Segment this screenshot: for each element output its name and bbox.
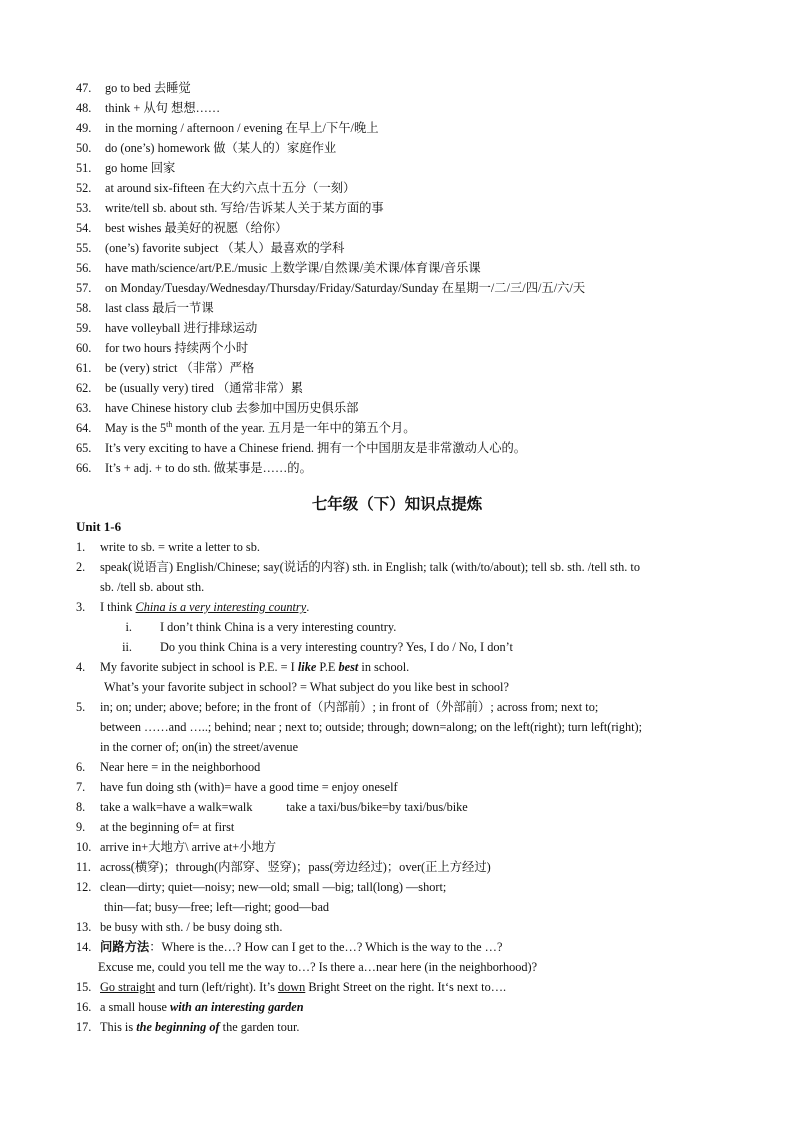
list-item: 49. in the morning / afternoon / evening 在早上/下午/晚上 bbox=[76, 121, 379, 135]
list-item: 62. be (usually very) tired （通常非常）累 bbox=[76, 381, 304, 395]
section-title: 七年级（下）知识点提炼 bbox=[311, 496, 483, 513]
list-item: 64. May is the 5th month of the year. 五月是一年中的第五个月。 bbox=[76, 419, 416, 435]
sub-item: ii. Do you think China is a very interesting country? Yes, I do / No, I don’t bbox=[122, 640, 513, 654]
list-item: 13. be busy with sth. / be busy doing sth. bbox=[76, 920, 283, 934]
list-item: 9. at the beginning of= at first bbox=[76, 820, 235, 834]
list-item: 15. Go straight and turn (left/right). It’s down Bright Street on the right. It‘s next to…. bbox=[76, 980, 507, 994]
list-item-continuation: What’s your favorite subject in school? = What subject do you like best in school? bbox=[104, 680, 509, 694]
list-item-continuation: between ……and …..; behind; near ; next to; outside; through; down=along; on the left(right); turn left(right); bbox=[100, 720, 643, 734]
list-item: 10. arrive in+大地方\ arrive at+小地方 bbox=[76, 840, 277, 854]
list-item-continuation: in the corner of; on(in) the street/avenue bbox=[100, 740, 299, 754]
list-item: 4. My favorite subject in school is P.E. = I like P.E best in school. bbox=[76, 660, 410, 674]
list-item: 3. I think China is a very interesting country. bbox=[76, 600, 310, 614]
list-item: 63. have Chinese history club 去参加中国历史俱乐部 bbox=[76, 401, 359, 415]
list-item-continuation: Excuse me, could you tell me the way to…? Is there a…near here (in the neighborhood)? bbox=[98, 960, 538, 974]
list-item: 53. write/tell sb. about sth. 写给/告诉某人关于某方面的事 bbox=[76, 201, 384, 215]
list-item: 61. be (very) strict （非常）严格 bbox=[76, 361, 255, 375]
knowledge-list bbox=[76, 537, 721, 1037]
list-item-continuation: sb. /tell sb. about sth. bbox=[100, 580, 205, 594]
list-item: 1. write to sb. = write a letter to sb. bbox=[76, 540, 260, 554]
list-item: 8. take a walk=have a walk=walk take a taxi/bus/bike=by taxi/bus/bike bbox=[76, 800, 468, 814]
list-item: 57. on Monday/Tuesday/Wednesday/Thursday/Friday/Saturday/Sunday 在星期一/二/三/四/五/六/天 bbox=[76, 281, 586, 295]
list-item: 60. for two hours 持续两个小时 bbox=[76, 341, 249, 355]
list-item: 17. This is the beginning of the garden tour. bbox=[76, 1020, 300, 1034]
list-item: 54. best wishes 最美好的祝愿（给你） bbox=[76, 221, 288, 235]
list-item: 65. It’s very exciting to have a Chinese friend. 拥有一个中国朋友是非常激动人心的。 bbox=[76, 441, 527, 455]
list-item: 58. last class 最后一节课 bbox=[76, 301, 214, 315]
list-item: 6. Near here = in the neighborhood bbox=[76, 760, 261, 774]
list-item: 50. do (one’s) homework 做（某人的）家庭作业 bbox=[76, 141, 337, 155]
list-item: 14. 问路方法：Where is the…? How can I get to the…? Which is the way to the …? bbox=[76, 940, 503, 954]
list-item: 12. clean—dirty; quiet—noisy; new—old; small —big; tall(long) —short; bbox=[76, 880, 447, 894]
list-item: 47. go to bed 去睡觉 bbox=[76, 81, 191, 95]
sub-item: i. I don’t think China is a very interesting country. bbox=[125, 620, 397, 634]
phrase-list bbox=[76, 78, 776, 478]
list-item-continuation: thin—fat; busy—free; left—right; good—bad bbox=[104, 900, 330, 914]
list-item: 11. across(横穿)；through(内部穿、竖穿)；pass(旁边经过)；over(正上方经过) bbox=[76, 860, 491, 874]
list-item: 7. have fun doing sth (with)= have a good time = enjoy oneself bbox=[76, 780, 398, 794]
unit-heading: Unit 1-6 bbox=[76, 519, 122, 534]
list-item: 55. (one’s) favorite subject （某人）最喜欢的学科 bbox=[76, 241, 345, 255]
list-item: 5. in; on; under; above; before; in the front of（内部前）; in front of（外部前）; across from; next to; bbox=[76, 700, 599, 714]
list-item: 52. at around six-fifteen 在大约六点十五分（一刻） bbox=[76, 181, 356, 195]
list-item: 56. have math/science/art/P.E./music 上数学课/自然课/美术课/体育课/音乐课 bbox=[76, 261, 481, 275]
list-item: 48. think + 从句 想想…… bbox=[76, 101, 221, 115]
list-item: 59. have volleyball 进行排球运动 bbox=[76, 321, 258, 335]
list-item: 66. It’s + adj. + to do sth. 做某事是……的。 bbox=[76, 461, 312, 475]
list-item: 16. a small house with an interesting garden bbox=[76, 1000, 304, 1014]
list-item: 51. go home 回家 bbox=[76, 161, 176, 175]
list-item: 2. speak(说语言) English/Chinese; say(说话的内容) sth. in English; talk (with/to/about); tell sb. sth. /tell sth. to bbox=[76, 560, 640, 574]
